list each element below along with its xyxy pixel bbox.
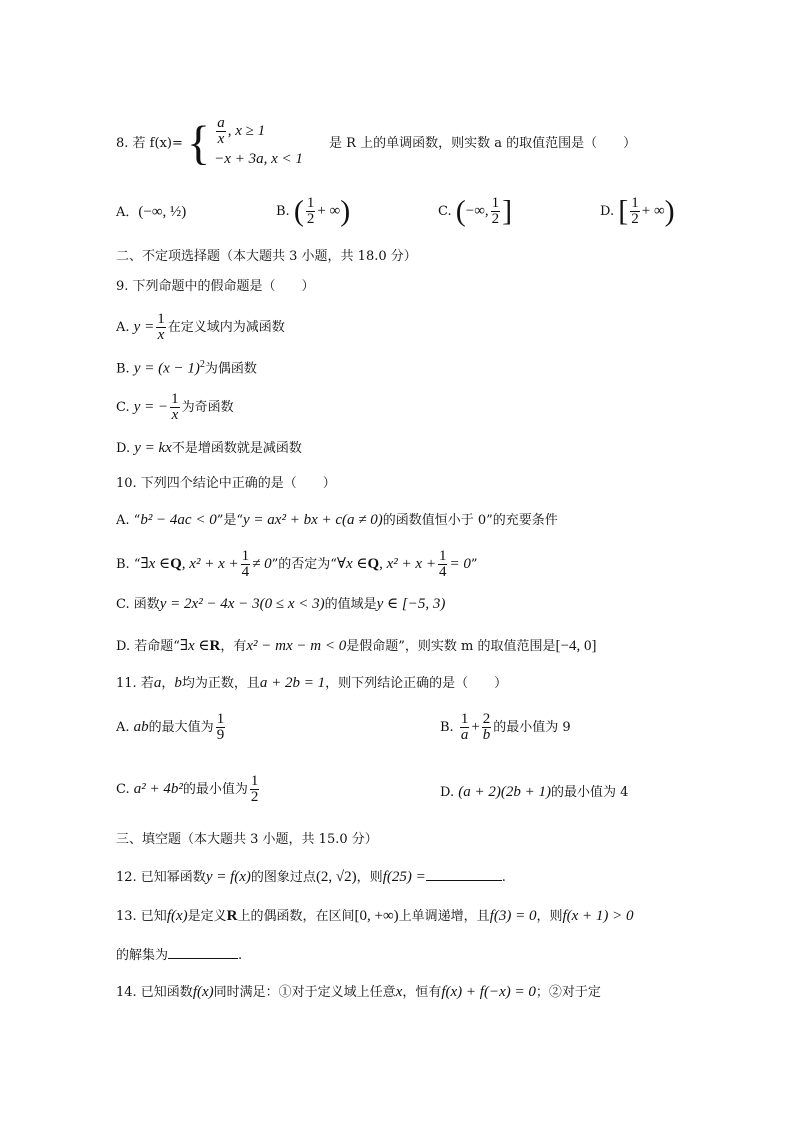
q10-option-b: B. “∃x ∈Q, x² + x + $\frac{1}{4}$ ≠ 0”的否定为“∀x ∈Q, x² + x + $\frac{1}{4}$ = 0”	[116, 548, 478, 580]
q8-stem	[116, 116, 636, 172]
q10-option-c: C. 函数y = 2x² − 4x − 3(0 ≤ x < 3)的值域是y ∈ [−5, 3)	[116, 596, 446, 612]
q11-option-b: B. $\frac{1}{a}$ + $\frac{2}{b}$ 的最小值为 9	[440, 711, 571, 743]
q8-question-text: 是 R 上的单调函数，则实数 a 的取值范围是（ ）	[329, 136, 637, 151]
section-2-title: 二、不定项选择题（本大题共 3 小题，共 18.0 分）	[116, 249, 417, 264]
q9-option-b: B. $y = (x - 1)^2$为偶函数	[116, 359, 257, 377]
q8-option-c: C. (−∞, $\frac{1}{2}$ ]	[438, 194, 513, 228]
piecewise-cases	[214, 116, 303, 171]
section-3-title: 三、填空题（本大题共 3 小题，共 15.0 分）	[116, 832, 378, 847]
q11-option-a: A. ab的最大值为 $\frac{1}{9}$	[116, 711, 225, 743]
q8-prefix: 若 f(x)=	[132, 136, 183, 151]
q8-option-b: B. ( $\frac{1}{2}$ + ∞)	[276, 194, 351, 228]
q13-stem-line2: 的解集为 .	[116, 944, 242, 966]
q11-option-c: C. a² + 4b²的最小值为 $\frac{1}{2}$	[116, 773, 259, 805]
q8-case1-frac: $\frac{a}{x}$	[217, 115, 225, 147]
q8-option-a: A．(−∞, ½)	[116, 204, 187, 220]
q8-number: 8.	[116, 136, 129, 151]
q8-case2: −x + 3a, x < 1	[214, 151, 303, 167]
q9-option-a: A. y = $\frac{1}{x}$ 在定义域内为减函数	[116, 311, 285, 343]
q8-options	[116, 196, 696, 228]
q10-stem: 10. 下列四个结论中正确的是（ ）	[116, 476, 336, 491]
q10-option-a: A. “b² − 4ac < 0”是“y = ax² + bx + c(a ≠ 0)的函数值恒小于 0”的充要条件	[116, 512, 558, 528]
q8-option-d: D. [ $\frac{1}{2}$ + ∞)	[600, 194, 675, 228]
q11-option-d: D. (a + 2)(2b + 1)的最小值为 4	[440, 784, 629, 800]
q13-answer-blank[interactable]	[168, 944, 238, 959]
q13-stem: 13. 已知f(x)是定义R上的偶函数，在区间[0, +∞)上单调递增，且f(3) = 0，则f(x + 1) > 0	[116, 908, 634, 924]
q14-stem: 14. 已知函数f(x)同时满足：①对于定义域上任意x，恒有f(x) + f(−x) = 0；②对于定	[116, 984, 601, 1000]
q9-option-d: D. y = kx不是增函数就是减函数	[116, 440, 302, 456]
q12-stem: 12. 已知幂函数y = f(x)的图象过点(2, √2)，则f(25) = .	[116, 866, 506, 888]
q11-stem: 11. 若a，b均为正数，且a + 2b = 1，则下列结论正确的是（ ）	[116, 675, 508, 691]
q9-option-c: C. y = − $\frac{1}{x}$ 为奇函数	[116, 391, 234, 423]
q9-stem: 9. 下列命题中的假命题是（ ）	[116, 279, 315, 294]
piecewise-brace: {	[187, 116, 211, 170]
q10-option-d: D. 若命题“∃x ∈R，有x² − mx − m < 0是假命题”，则实数 m 的取值范围是[−4, 0]	[116, 638, 597, 654]
q8-case1-cond: , x ≥ 1	[227, 123, 266, 139]
q12-answer-blank[interactable]	[426, 866, 502, 881]
